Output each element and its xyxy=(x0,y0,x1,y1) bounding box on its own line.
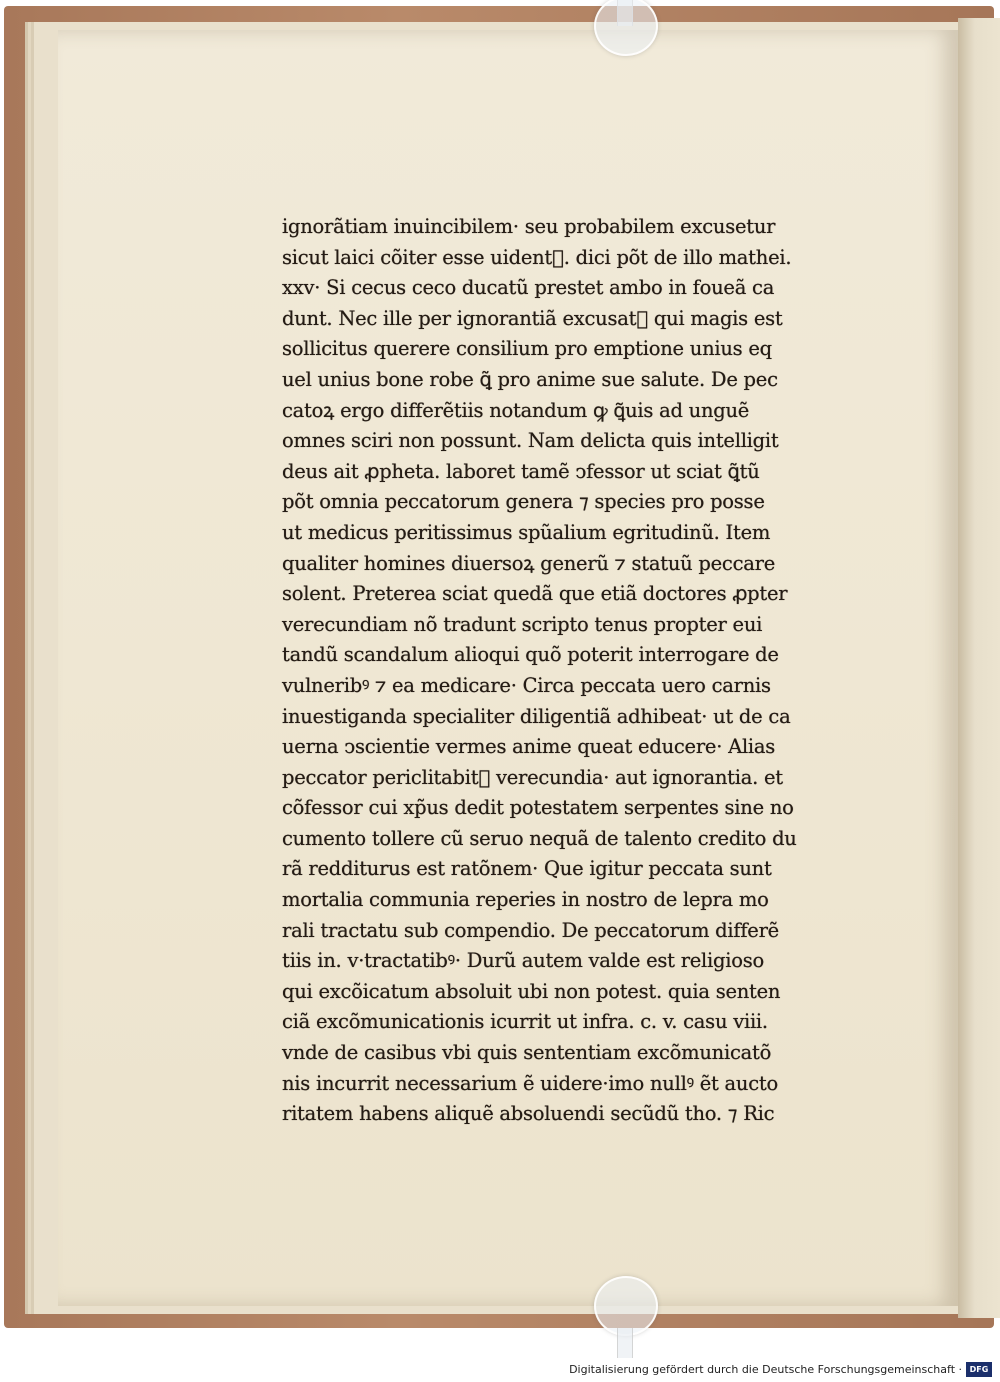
footer-bar xyxy=(0,1358,1000,1382)
text-line: vulneribꝰ ⁊ ea medicare· Circa peccata uero carnis xyxy=(282,673,771,697)
text-line: ut medicus peritissimus spũalium egritudinũ. Item xyxy=(282,520,771,544)
text-line: mortalia communia reperies in nostro de lepra mo xyxy=(282,888,769,912)
text-line: xxv· Si cecus ceco ducatũ prestet ambo in foueã ca xyxy=(282,276,775,300)
text-line: nis incurrit necessarium ẽ uidere·imo nullꝰ ẽt aucto xyxy=(282,1071,778,1095)
text-line: ignorãtiam inuincibilem· seu probabilem excusetur xyxy=(282,215,776,238)
funding-note: Digitalisierung gefördert durch die Deutsche Forschungsgemeinschaft · xyxy=(569,1363,962,1376)
text-line: qui excõicatum absoluit ubi non potest. quia senten xyxy=(282,979,781,1003)
text-line: catoꝝ ergo differẽtiis notandum ꝙ ꝗ̃uis ad unguẽ xyxy=(282,398,750,422)
text-line: sollicitus querere consilium pro emptione unius eq xyxy=(282,337,772,361)
text-line: peccator periclitabit᷑ verecundia· aut ignorantia. et xyxy=(282,765,783,789)
text-line: tandũ scandalum alioqui quõ poterit interrogare de xyxy=(282,643,779,667)
text-line: qualiter homines diuersoꝝ generũ ⁊ statuũ peccare xyxy=(282,551,775,575)
text-line: sicut laici cõiter esse uident᷑. dici põt de illo mathei. xyxy=(282,245,792,269)
text-line: põt omnia peccatorum genera ⁊ species pro posse xyxy=(282,490,765,514)
text-line: tiis in. v·tractatibꝰ· Durũ autem valde est religioso xyxy=(282,949,764,973)
text-line: deus ait ꝓpheta. laboret tamẽ ↄfessor ut sciat ꝗ̃tũ xyxy=(282,459,760,483)
text-line: cõfessor cui xp̃us dedit potestatem serpentes sine no xyxy=(282,796,794,820)
text-line: solent. Preterea sciat quedã que etiã doctores ꝓpter xyxy=(282,582,788,606)
text-line: inuestiganda specialiter diligentiã adhibeat· ut de ca xyxy=(282,704,791,728)
text-line: uerna ↄscientie vermes anime queat educere· Alias xyxy=(282,735,776,759)
text-line: ciã excõmunicationis icurrit ut infra. c. v. casu viii. xyxy=(282,1010,768,1034)
facing-page-edge xyxy=(958,18,1000,1318)
text-line: rã redditurus est ratõnem· Que igitur peccata sunt xyxy=(282,857,772,881)
text-line: omnes sciri non possunt. Nam delicta quis intelligit xyxy=(282,429,779,453)
text-line: uel unius bone robe ꝗ̃ pro anime sue salute. De pec xyxy=(282,367,778,391)
text-line: rali tractatu sub compendio. De peccatorum differẽ xyxy=(282,918,779,942)
text-line: dunt. Nec ille per ignorantiã excusat᷑ qui magis est xyxy=(282,306,783,330)
text-line: cumento tollere cũ seruo nequã de talento credito du xyxy=(282,826,797,850)
page-clip-bottom xyxy=(594,1276,658,1336)
text-line: vnde de casibus vbi quis sententiam excõmunicatõ xyxy=(282,1041,772,1065)
dfg-logo: DFG xyxy=(966,1362,992,1377)
text-line: verecundiam nõ tradunt scripto tenus propter eui xyxy=(282,612,763,636)
text-line: ritatem habens aliquẽ absoluendi secũdũ tho. ⁊ Ric xyxy=(282,1102,775,1126)
page-clip-strip-bottom xyxy=(617,1328,633,1358)
text-block xyxy=(282,212,854,1130)
